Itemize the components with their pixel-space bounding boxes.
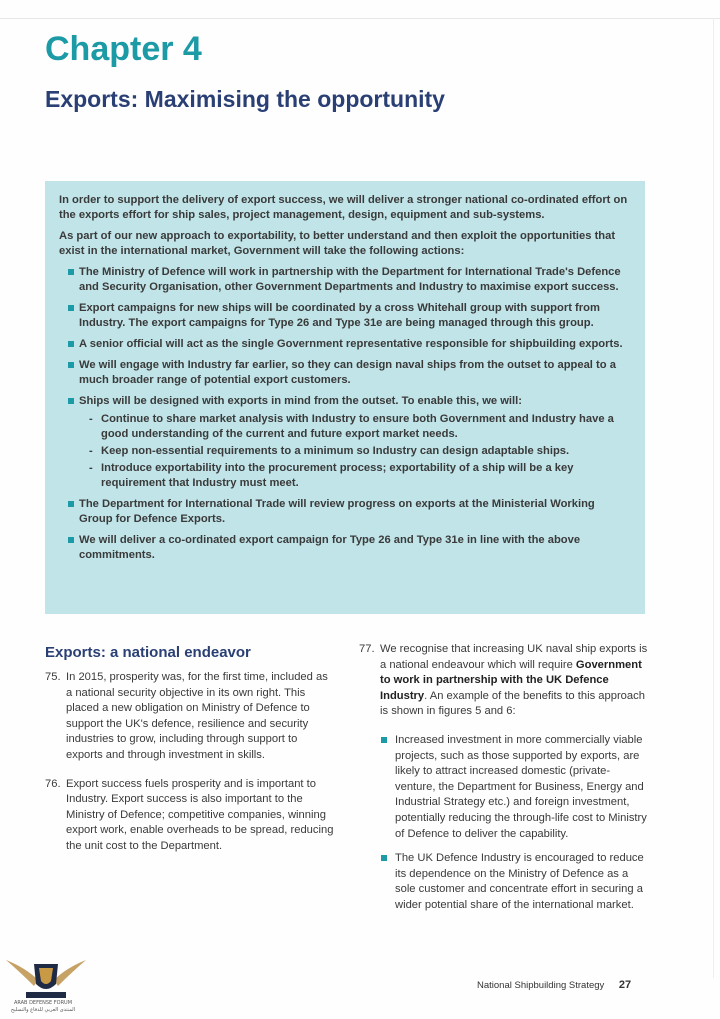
document-title: National Shipbuilding Strategy bbox=[477, 980, 605, 991]
paragraph-76 bbox=[45, 777, 335, 855]
paragraph-bold-text: Government to work in partnership with the UK Defence Industry bbox=[380, 658, 642, 702]
page-footer bbox=[477, 979, 631, 991]
action-sub-list bbox=[79, 412, 631, 491]
action-item: The Ministry of Defence will work in partnership with the Department for International Trade's Defence and Security Organisation, other Government Departments and Industry to maximise export success. bbox=[59, 265, 631, 295]
watermark-line-2: المنتدى العربي للدفاع والتسليح bbox=[10, 1007, 76, 1013]
right-column bbox=[359, 642, 649, 923]
paragraph-77 bbox=[359, 642, 649, 720]
paragraph-text: We recognise that increasing UK naval ship exports is a national endeavour which will require bbox=[380, 643, 648, 671]
paragraph-number: 77. bbox=[359, 643, 375, 655]
chapter-label: Chapter 4 bbox=[45, 30, 202, 68]
watermark-line-1: ARAB DEFENSE FORUM bbox=[13, 1000, 73, 1006]
action-sub-item: - Continue to share market analysis with Industry to ensure both Government and Industry have a good understanding of the current and future export market needs. bbox=[79, 412, 631, 442]
action-item: A senior official will act as the single Government representative responsible for shipbuilding exports. bbox=[59, 337, 631, 352]
top-divider bbox=[0, 18, 720, 19]
paragraph-number: 75. bbox=[45, 671, 61, 683]
action-item-text: Ships will be designed with exports in mind from the outset. To enable this, we will: bbox=[79, 395, 522, 407]
action-sub-item: - Keep non-essential requirements to a minimum so Industry can design adaptable ships. bbox=[79, 444, 631, 459]
benefit-item: The UK Defence Industry is encouraged to reduce its dependence on the Ministry of Defence as a sole customer and concentrate effort in securing a wider potential share of the international market. bbox=[380, 851, 649, 913]
page-number: 27 bbox=[618, 979, 632, 991]
paragraph-number: 76. bbox=[45, 777, 61, 790]
box-intro-1: In order to support the delivery of export success, we will deliver a stronger national co-ordinated effort on the exports effort for ship sales, project management, design, equipment and sub-systems. bbox=[59, 194, 628, 221]
page-title: Exports: Maximising the opportunity bbox=[45, 86, 445, 112]
action-sub-item: - Introduce exportability into the procurement process; exportability of a ship will be a key requirement that Industry must meet. bbox=[79, 461, 631, 491]
action-item-with-subs bbox=[59, 394, 631, 491]
action-item: Export campaigns for new ships will be coordinated by a cross Whitehall group with support from Industry. The export campaigns for Type 26 and Type 31e are being managed through this group. bbox=[59, 301, 631, 331]
section-heading: Exports: a national endeavor bbox=[45, 644, 251, 661]
box-intro-2: As part of our new approach to exportability, to better understand and then exploit the opportunities that exist in the international market, Government will take the following actions: bbox=[59, 230, 616, 257]
page-edge bbox=[713, 18, 714, 978]
paragraph-75 bbox=[45, 670, 335, 764]
paragraph-text: In 2015, prosperity was, for the first time, included as a national security objective in its own right. This placed a new obligation on Ministry of Defence to support the UK's defence, resilience and security industries to grow, including through support to exports and through investment in skills. bbox=[66, 671, 328, 761]
action-item: The Department for International Trade will review progress on exports at the Ministerial Working Group for Defence Exports. bbox=[59, 497, 631, 527]
paragraph-text-end: . An example of the benefits to this approach is shown in figures 5 and 6: bbox=[380, 689, 645, 718]
actions-box bbox=[45, 181, 645, 614]
benefit-item: Increased investment in more commercially viable projects, such as those supported by exports, are likely to attract increased domestic (private-venture, the Department for Business, Energy and Industrial Strategy etc.) and foreign investment, potentially reducing the through-life cost to Ministry of Defence to deliver the capability. bbox=[380, 733, 649, 842]
action-item: We will engage with Industry far earlier, so they can design naval ships from the outset to appeal to a much broader range of potential export customers. bbox=[59, 358, 631, 388]
left-column bbox=[45, 670, 335, 868]
actions-list bbox=[59, 265, 631, 563]
paragraph-text: Export success fuels prosperity and is important to Industry. Export success is also important to the Ministry of Defence; competitive companies, winning export work, enable overheads to be spread, reducing the unit cost to the Department. bbox=[66, 777, 334, 852]
watermark-text bbox=[0, 1000, 86, 1014]
benefits-list bbox=[359, 733, 649, 914]
action-item: We will deliver a co-ordinated export campaign for Type 26 and Type 31e in line with the above commitments. bbox=[59, 533, 631, 563]
